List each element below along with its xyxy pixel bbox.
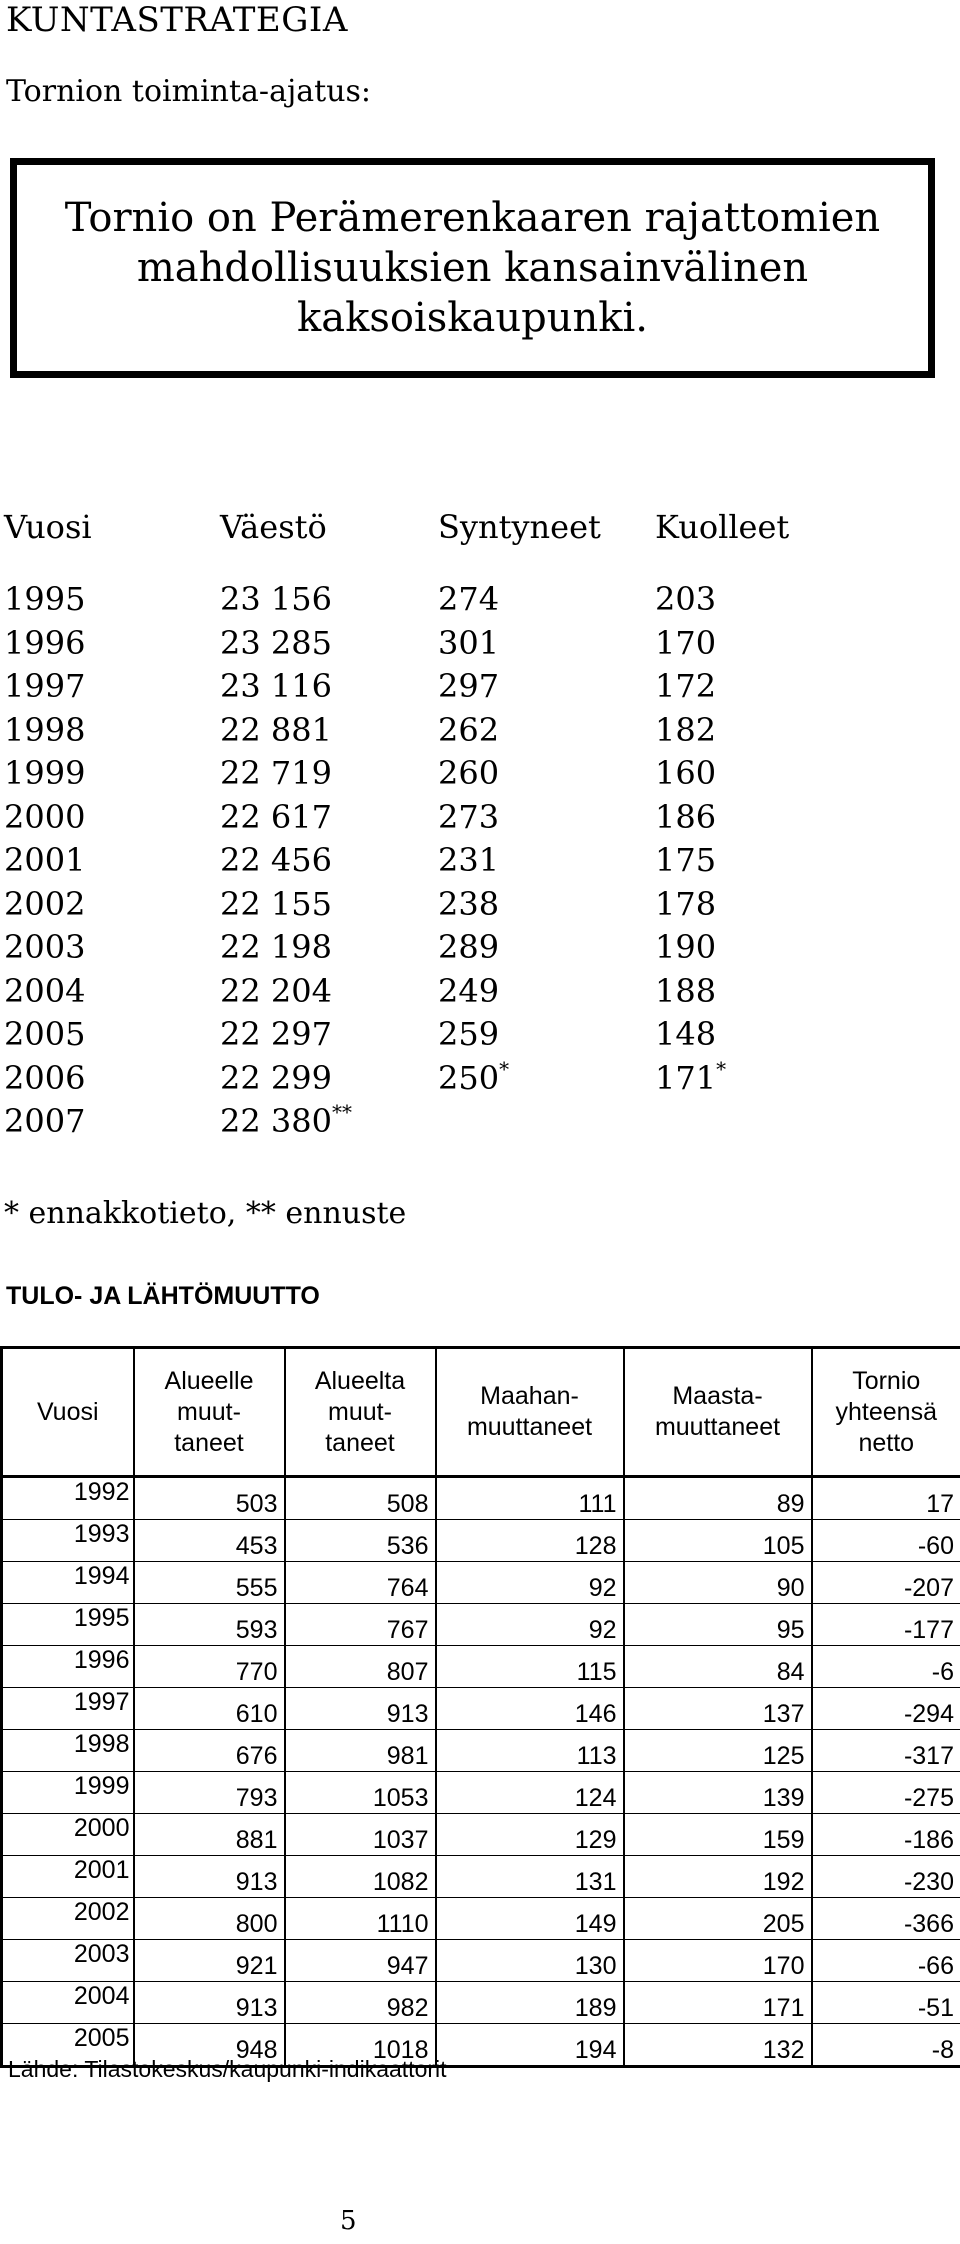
migration-cell-year: 2000 bbox=[2, 1814, 134, 1856]
migration-cell-value: -275 bbox=[812, 1772, 960, 1814]
header-population: Väestö bbox=[220, 508, 327, 546]
population-cell-population: 22 719 bbox=[220, 754, 332, 792]
migration-cell-year: 1992 bbox=[2, 1477, 134, 1520]
population-cell-year: 1997 bbox=[4, 667, 86, 705]
mission-line-1: Tornio on Perämerenkaaren rajattomien bbox=[64, 195, 881, 241]
migration-header-cell bbox=[285, 1348, 436, 1477]
migration-cell-value: 610 bbox=[134, 1688, 285, 1730]
migration-cell-value: 130 bbox=[436, 1940, 624, 1982]
migration-header-cell bbox=[812, 1348, 960, 1477]
header-line: Maahan- bbox=[480, 1382, 579, 1410]
population-cell-births: 262 bbox=[438, 710, 500, 749]
population-cell-population: 22 456 bbox=[220, 841, 332, 879]
mission-statement bbox=[23, 193, 923, 343]
migration-row bbox=[2, 1940, 960, 1982]
migration-row bbox=[2, 1604, 960, 1646]
population-cell-year: 1996 bbox=[4, 623, 86, 662]
population-cell-year: 1998 bbox=[4, 710, 86, 749]
header-line: Tornio bbox=[852, 1366, 921, 1395]
migration-cell-value: -294 bbox=[812, 1688, 960, 1730]
header-line: muuttaneet bbox=[654, 1413, 781, 1441]
population-row bbox=[0, 798, 960, 842]
migration-title: TULO- JA LÄHTÖMUUTTO bbox=[6, 1282, 320, 1310]
migration-cell-value: 171 bbox=[624, 1982, 812, 2024]
migration-cell-value: 159 bbox=[624, 1814, 812, 1856]
population-row bbox=[0, 624, 960, 668]
migration-cell-value: 913 bbox=[285, 1688, 436, 1730]
migration-row bbox=[2, 1982, 960, 2024]
migration-cell-value: -51 bbox=[812, 1982, 960, 2024]
migration-header-cell bbox=[624, 1348, 812, 1477]
migration-cell-year: 2004 bbox=[2, 1982, 134, 2024]
population-row bbox=[0, 1102, 960, 1146]
migration-cell-value: 764 bbox=[285, 1562, 436, 1604]
header-line: Maasta- bbox=[672, 1382, 763, 1410]
population-cell-births: 238 bbox=[438, 884, 500, 923]
header-line: taneet bbox=[174, 1428, 244, 1457]
migration-cell-value: 947 bbox=[285, 1940, 436, 1982]
migration-row bbox=[2, 1477, 960, 1520]
migration-cell-value: 17 bbox=[812, 1477, 960, 1520]
migration-cell-value: 194 bbox=[436, 2024, 624, 2067]
migration-row bbox=[2, 1520, 960, 1562]
population-cell-deaths: 182 bbox=[655, 710, 717, 749]
migration-cell-value: 508 bbox=[285, 1477, 436, 1520]
header-line: Vuosi bbox=[36, 1397, 99, 1426]
migration-cell-value: -177 bbox=[812, 1604, 960, 1646]
migration-row bbox=[2, 1772, 960, 1814]
migration-cell-value: 170 bbox=[624, 1940, 812, 1982]
population-cell-births: 273 bbox=[438, 797, 500, 836]
population-row bbox=[0, 972, 960, 1016]
migration-cell-value: 111 bbox=[436, 1477, 624, 1520]
migration-cell-value: 113 bbox=[436, 1730, 624, 1772]
migration-header-cell bbox=[134, 1348, 285, 1477]
preliminary-mark: * bbox=[716, 1056, 727, 1081]
population-cell-population: 22 155 bbox=[220, 884, 332, 923]
header-line: muut- bbox=[177, 1397, 241, 1426]
migration-cell-value: 770 bbox=[134, 1646, 285, 1688]
population-cell-year: 2003 bbox=[4, 928, 86, 966]
population-cell-births: 297 bbox=[438, 667, 500, 705]
header-births: Syntyneet bbox=[438, 508, 601, 546]
page-heading: KUNTASTRATEGIA bbox=[6, 0, 348, 40]
migration-cell-value: 1018 bbox=[285, 2024, 436, 2067]
population-row bbox=[0, 1015, 960, 1059]
migration-cell-value: 1053 bbox=[285, 1772, 436, 1814]
population-cell-year: 2006 bbox=[4, 1058, 86, 1097]
population-cell-population: 22 617 bbox=[220, 797, 332, 836]
migration-cell-value: 676 bbox=[134, 1730, 285, 1772]
migration-cell-value: -6 bbox=[812, 1646, 960, 1688]
population-cell-year: 1995 bbox=[4, 580, 86, 618]
migration-cell-value: 767 bbox=[285, 1604, 436, 1646]
migration-cell-value: -66 bbox=[812, 1940, 960, 1982]
migration-row bbox=[2, 1814, 960, 1856]
population-cell-population: 22 198 bbox=[220, 928, 332, 966]
migration-row bbox=[2, 1898, 960, 1940]
population-cell-deaths: 171* bbox=[655, 1056, 727, 1097]
migration-cell-value: 948 bbox=[134, 2024, 285, 2067]
population-cell-population: 23 156 bbox=[220, 580, 332, 618]
migration-cell-value: 128 bbox=[436, 1520, 624, 1562]
population-row bbox=[0, 841, 960, 885]
migration-cell-year: 1994 bbox=[2, 1562, 134, 1604]
migration-cell-value: 189 bbox=[436, 1982, 624, 2024]
migration-row bbox=[2, 1562, 960, 1604]
page-number: 5 bbox=[340, 2206, 357, 2236]
population-cell-deaths: 175 bbox=[655, 841, 717, 879]
population-cell-births: 250* bbox=[438, 1056, 510, 1097]
population-cell-year: 2007 bbox=[4, 1102, 86, 1140]
header-line: muuttaneet bbox=[466, 1413, 593, 1441]
migration-cell-value: -366 bbox=[812, 1898, 960, 1940]
migration-cell-value: -186 bbox=[812, 1814, 960, 1856]
population-footnote: * ennakkotieto, ** ennuste bbox=[4, 1196, 407, 1231]
migration-row bbox=[2, 1646, 960, 1688]
migration-cell-value: 124 bbox=[436, 1772, 624, 1814]
population-row bbox=[0, 754, 960, 798]
migration-cell-value: 192 bbox=[624, 1856, 812, 1898]
population-cell-births: 249 bbox=[438, 971, 500, 1010]
population-row bbox=[0, 580, 960, 624]
migration-cell-value: 84 bbox=[624, 1646, 812, 1688]
population-cell-deaths: 172 bbox=[655, 667, 717, 705]
migration-cell-value: 921 bbox=[134, 1940, 285, 1982]
population-cell-year: 1999 bbox=[4, 754, 86, 792]
population-cell-births: 274 bbox=[438, 580, 500, 618]
population-cell-population: 23 116 bbox=[220, 667, 332, 705]
header-line: Alueelle bbox=[164, 1366, 254, 1395]
header-line: yhteensä bbox=[835, 1397, 937, 1426]
header-deaths: Kuolleet bbox=[655, 508, 790, 546]
mission-statement-box bbox=[10, 158, 935, 378]
population-cell-year: 2001 bbox=[4, 841, 86, 879]
population-cell-births: 259 bbox=[438, 1015, 500, 1053]
mission-line-2: mahdollisuuksien kansainvälinen bbox=[136, 245, 809, 291]
migration-cell-value: 137 bbox=[624, 1688, 812, 1730]
forecast-mark: ** bbox=[331, 1100, 352, 1124]
migration-header-cell bbox=[2, 1348, 134, 1477]
population-cell-births: 260 bbox=[438, 754, 500, 792]
migration-cell-year: 2003 bbox=[2, 1940, 134, 1982]
migration-cell-year: 2005 bbox=[2, 2024, 134, 2067]
migration-cell-value: -60 bbox=[812, 1520, 960, 1562]
migration-cell-value: 793 bbox=[134, 1772, 285, 1814]
population-cell-population: 22 299 bbox=[220, 1058, 332, 1097]
migration-row bbox=[2, 1688, 960, 1730]
migration-cell-value: 1110 bbox=[285, 1898, 436, 1940]
header-line: muut- bbox=[328, 1397, 392, 1426]
migration-cell-value: 982 bbox=[285, 1982, 436, 2024]
migration-cell-value: 129 bbox=[436, 1814, 624, 1856]
population-cell-deaths: 190 bbox=[655, 928, 717, 966]
header-line: taneet bbox=[325, 1428, 395, 1457]
migration-header-row bbox=[2, 1348, 960, 1477]
migration-cell-year: 1997 bbox=[2, 1688, 134, 1730]
migration-header-cell bbox=[436, 1348, 624, 1477]
source-note: Lähde: Tilastokeskus/kaupunki-indikaattorit bbox=[8, 2056, 447, 2082]
population-cell-deaths: 186 bbox=[655, 797, 717, 836]
population-row bbox=[0, 1056, 960, 1103]
migration-cell-year: 1999 bbox=[2, 1772, 134, 1814]
population-cell-population: 23 285 bbox=[220, 623, 332, 662]
preliminary-mark: * bbox=[499, 1056, 510, 1081]
population-cell-deaths: 170 bbox=[655, 623, 717, 662]
migration-cell-year: 2002 bbox=[2, 1898, 134, 1940]
population-row bbox=[0, 667, 960, 711]
migration-cell-value: 92 bbox=[436, 1562, 624, 1604]
header-year: Vuosi bbox=[4, 508, 92, 546]
migration-cell-value: 881 bbox=[134, 1814, 285, 1856]
migration-cell-value: 146 bbox=[436, 1688, 624, 1730]
migration-cell-value: 1082 bbox=[285, 1856, 436, 1898]
population-row bbox=[0, 885, 960, 929]
population-cell-deaths: 203 bbox=[655, 580, 717, 618]
population-cell-population: 22 204 bbox=[220, 971, 332, 1010]
migration-cell-value: 503 bbox=[134, 1477, 285, 1520]
population-cell-deaths: 148 bbox=[655, 1015, 717, 1053]
migration-cell-value: 913 bbox=[134, 1982, 285, 2024]
header-line: netto bbox=[858, 1428, 915, 1457]
migration-cell-value: -230 bbox=[812, 1856, 960, 1898]
population-cell-births: 301 bbox=[438, 623, 500, 662]
mission-subheading: Tornion toiminta-ajatus: bbox=[6, 74, 372, 109]
population-cell-year: 2005 bbox=[4, 1015, 86, 1053]
migration-cell-year: 1996 bbox=[2, 1646, 134, 1688]
population-header-row bbox=[0, 508, 960, 552]
population-row bbox=[0, 928, 960, 972]
population-row bbox=[0, 711, 960, 755]
population-cell-year: 2000 bbox=[4, 797, 86, 836]
migration-cell-value: 89 bbox=[624, 1477, 812, 1520]
migration-row bbox=[2, 1730, 960, 1772]
migration-cell-value: 593 bbox=[134, 1604, 285, 1646]
migration-cell-value: 92 bbox=[436, 1604, 624, 1646]
migration-cell-value: 132 bbox=[624, 2024, 812, 2067]
migration-cell-value: 1037 bbox=[285, 1814, 436, 1856]
migration-cell-value: 807 bbox=[285, 1646, 436, 1688]
migration-cell-value: 800 bbox=[134, 1898, 285, 1940]
migration-cell-year: 1993 bbox=[2, 1520, 134, 1562]
population-cell-year: 2004 bbox=[4, 971, 86, 1010]
migration-cell-year: 1998 bbox=[2, 1730, 134, 1772]
migration-cell-value: -207 bbox=[812, 1562, 960, 1604]
migration-cell-value: 90 bbox=[624, 1562, 812, 1604]
population-cell-deaths: 188 bbox=[655, 971, 717, 1010]
population-cell-year: 2002 bbox=[4, 884, 86, 923]
population-cell-deaths: 160 bbox=[655, 754, 717, 792]
migration-cell-value: 125 bbox=[624, 1730, 812, 1772]
migration-cell-value: 95 bbox=[624, 1604, 812, 1646]
population-cell-population: 22 881 bbox=[220, 710, 332, 749]
population-cell-population: 22 297 bbox=[220, 1015, 332, 1053]
mission-line-3: kaksoiskaupunki. bbox=[297, 295, 648, 341]
migration-cell-value: -8 bbox=[812, 2024, 960, 2067]
migration-table bbox=[0, 1346, 960, 2068]
migration-cell-year: 2001 bbox=[2, 1856, 134, 1898]
migration-cell-value: 913 bbox=[134, 1856, 285, 1898]
migration-cell-value: -317 bbox=[812, 1730, 960, 1772]
header-line: Alueelta bbox=[314, 1366, 406, 1395]
migration-cell-value: 536 bbox=[285, 1520, 436, 1562]
migration-cell-year: 1995 bbox=[2, 1604, 134, 1646]
population-cell-deaths: 178 bbox=[655, 884, 717, 923]
migration-cell-value: 139 bbox=[624, 1772, 812, 1814]
population-cell-population: 22 380** bbox=[220, 1100, 352, 1140]
migration-cell-value: 131 bbox=[436, 1856, 624, 1898]
migration-cell-value: 555 bbox=[134, 1562, 285, 1604]
population-cell-births: 231 bbox=[438, 841, 500, 879]
migration-cell-value: 149 bbox=[436, 1898, 624, 1940]
migration-cell-value: 115 bbox=[436, 1646, 624, 1688]
migration-cell-value: 205 bbox=[624, 1898, 812, 1940]
migration-cell-value: 453 bbox=[134, 1520, 285, 1562]
migration-cell-value: 105 bbox=[624, 1520, 812, 1562]
population-cell-births: 289 bbox=[438, 928, 500, 966]
migration-cell-value: 981 bbox=[285, 1730, 436, 1772]
migration-row bbox=[2, 1856, 960, 1898]
